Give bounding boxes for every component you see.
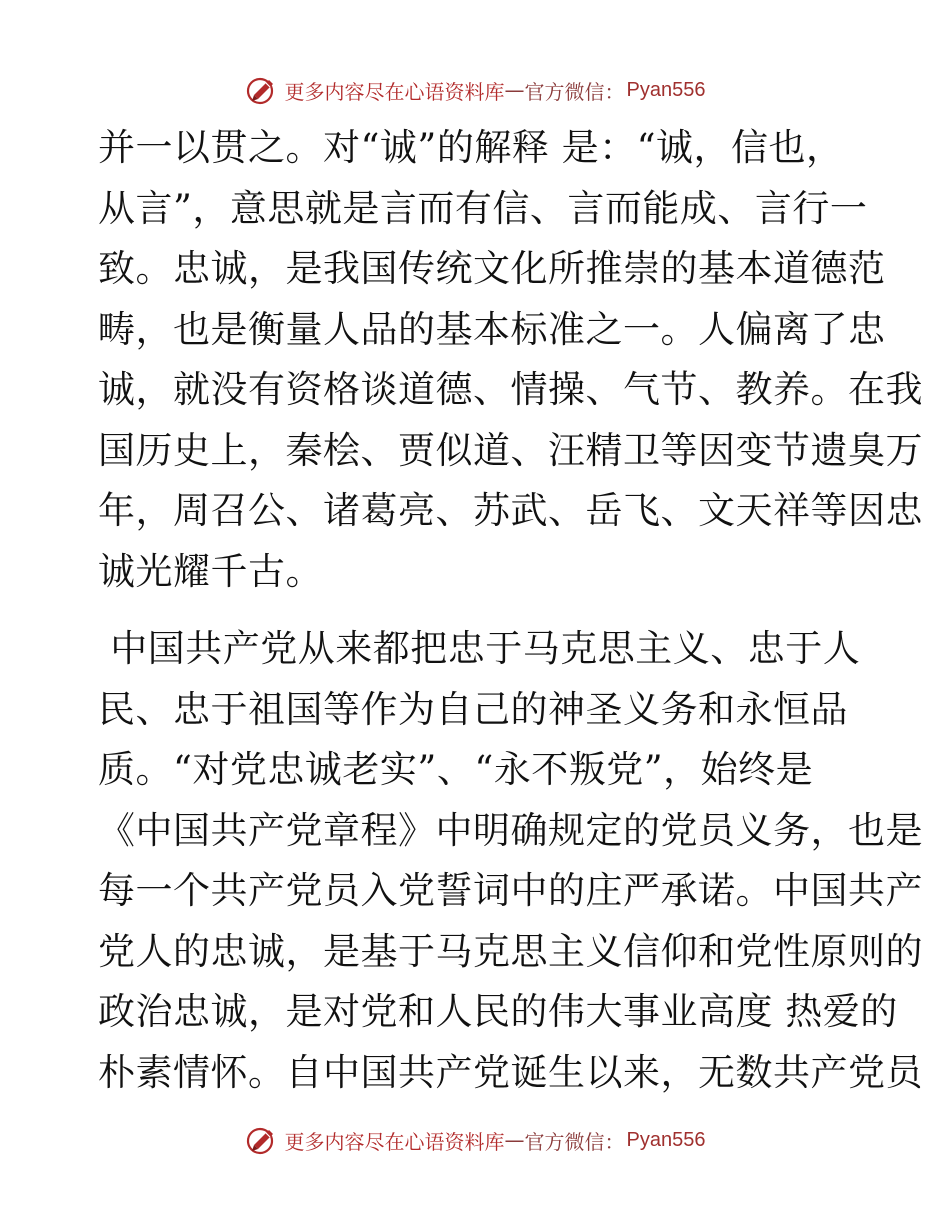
text-line: 畴，也是衡量人品的基本标准之一。人偏离了忠	[98, 307, 886, 351]
watermark-dash: —	[504, 78, 525, 102]
footer-watermark	[0, 1120, 950, 1160]
text-line: 《中国共产党章程》中明确规定的党员义务，也是	[98, 808, 923, 852]
paragraph-2	[98, 619, 923, 1103]
text-line: 并一以贯之。对“诚”的解释 是：“诚，信也，	[98, 126, 844, 169]
pen-logo-icon	[245, 73, 279, 107]
text-line: 诚，就没有资格谈道德、情操、气节、教养。在我	[98, 368, 923, 411]
text-line: 每一个共产党员入党誓词中的庄严承诺。中国共产	[98, 869, 923, 912]
watermark-wechat-id: Pyan556	[626, 1128, 706, 1151]
text-line: 年，周召公、诸葛亮、苏武、岳飞、文天祥等因忠	[98, 489, 923, 532]
text-line: 质。“对党忠诚老实”、“永不叛党”，始终是	[98, 748, 814, 791]
text-line: 党人的忠诚，是基于马克思主义信仰和党性原则的	[98, 929, 923, 973]
document-body	[98, 118, 923, 1103]
watermark-wechat-label: 官方微信：	[524, 1129, 625, 1154]
paragraph-1	[98, 118, 923, 602]
text-line: 诚光耀千古。	[98, 549, 323, 593]
watermark-wechat-label: 官方微信：	[524, 79, 625, 104]
text-line: 从言”，意思就是言而有信、言而能成、言行一	[98, 186, 868, 230]
text-line: 朴素情怀。自中国共产党诞生以来，无数共产党员	[98, 1050, 923, 1094]
watermark-main-text: 更多内容尽在心语资料库	[284, 79, 505, 104]
text-line: 致。忠诚，是我国传统文化所推崇的基本道德范	[98, 247, 886, 290]
watermark-dash: —	[504, 1128, 525, 1152]
text-line: 中国共产党从来都把忠于马克思主义、忠于人	[98, 627, 861, 670]
pen-logo-icon	[245, 1123, 279, 1157]
watermark-wechat-id: Pyan556	[626, 78, 706, 101]
text-line: 民、忠于祖国等作为自己的神圣义务和永恒品	[98, 687, 848, 731]
header-watermark	[0, 70, 950, 110]
text-line: 国历史上，秦桧、贾似道、汪精卫等因变节遗臭万	[98, 428, 923, 472]
watermark-main-text: 更多内容尽在心语资料库	[284, 1129, 505, 1154]
text-line: 政治忠诚，是对党和人民的伟大事业高度 热爱的	[98, 990, 898, 1033]
